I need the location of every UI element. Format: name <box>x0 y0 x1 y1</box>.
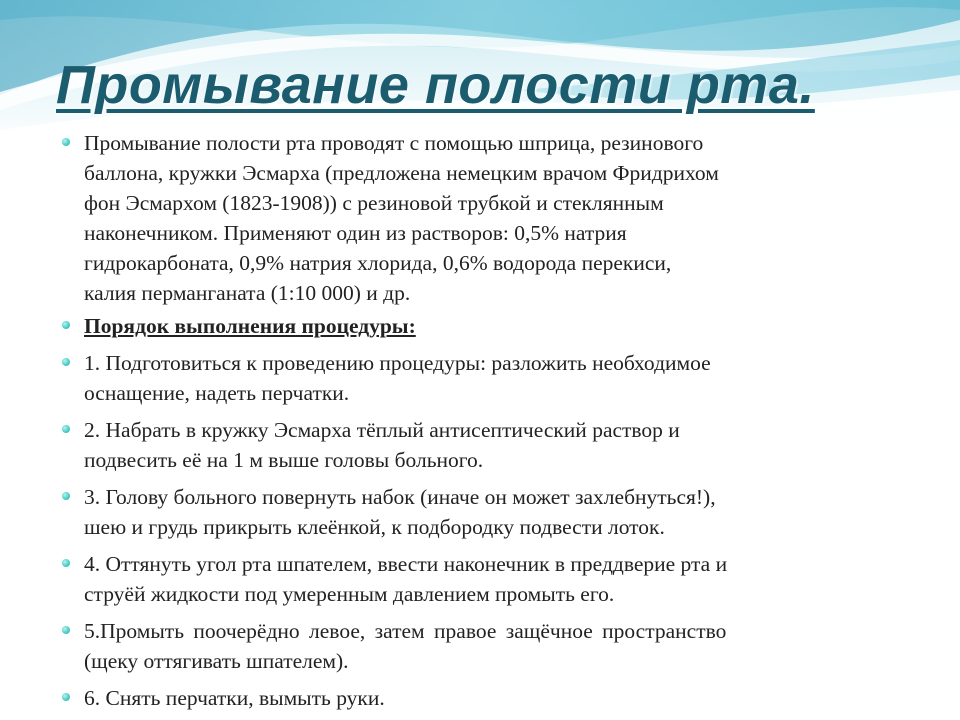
intro-line-2: баллона, кружки Эсмарха (предложена немецким врачом Фридрихом <box>84 161 719 185</box>
slide-title: Промывание полости рта. <box>56 55 815 115</box>
step-1-line-2: оснащение, надеть перчатки. <box>84 381 350 405</box>
teal-dot-bullet-icon <box>62 321 70 329</box>
step-3-line-2: шею и грудь прикрыть клеёнкой, к подбородку подвести лоток. <box>84 515 665 539</box>
procedure-heading: Порядок выполнения процедуры: <box>84 314 416 338</box>
step-6-line-1: 6. Снять перчатки, вымыть руки. <box>84 686 385 710</box>
list-item-step-3 <box>62 482 902 542</box>
step-5-line-2: (щеку оттягивать шпателем). <box>84 649 349 673</box>
step-4-line-2: струёй жидкости под умеренным давлением промыть его. <box>84 582 615 606</box>
step-2-line-1: 2. Набрать в кружку Эсмарха тёплый антисептический раствор и <box>84 418 680 442</box>
list-item-step-4 <box>62 549 902 609</box>
list-item-step-2 <box>62 415 902 475</box>
step-4-line-1: 4. Оттянуть угол рта шпателем, ввести наконечник в преддверие рта и <box>84 552 728 576</box>
intro-line-5: гидрокарбоната, 0,9% натрия хлорида, 0,6% водорода перекиси, <box>84 251 672 275</box>
intro-line-4: наконечником. Применяют один из растворов: 0,5% натрия <box>84 221 627 245</box>
intro-line-6: калия перманганата (1:10 000) и др. <box>84 281 411 305</box>
list-item-step-5 <box>62 616 902 676</box>
list-item-heading <box>62 311 902 341</box>
content-list <box>62 128 902 720</box>
intro-line-3: фон Эсмархом (1823-1908)) с резиновой трубкой и стеклянным <box>84 191 664 215</box>
intro-line-1: Промывание полости рта проводят с помощью шприца, резинового <box>84 131 704 155</box>
step-5-line-1: 5.Промыть поочерёдно левое, затем правое защёчное пространство <box>84 619 727 643</box>
list-item-intro <box>62 128 902 308</box>
step-1-line-1: 1. Подготовиться к проведению процедуры: разложить необходимое <box>84 351 711 375</box>
list-item-step-6 <box>62 683 902 713</box>
teal-dot-bullet-icon <box>62 626 70 634</box>
teal-dot-bullet-icon <box>62 492 70 500</box>
step-2-line-2: подвесить её на 1 м выше головы больного. <box>84 448 484 472</box>
teal-dot-bullet-icon <box>62 693 70 701</box>
list-item-step-1 <box>62 348 902 408</box>
teal-dot-bullet-icon <box>62 559 70 567</box>
teal-dot-bullet-icon <box>62 358 70 366</box>
step-3-line-1: 3. Голову больного повернуть набок (иначе он может захлебнуться!), <box>84 485 716 509</box>
teal-dot-bullet-icon <box>62 138 70 146</box>
teal-dot-bullet-icon <box>62 425 70 433</box>
